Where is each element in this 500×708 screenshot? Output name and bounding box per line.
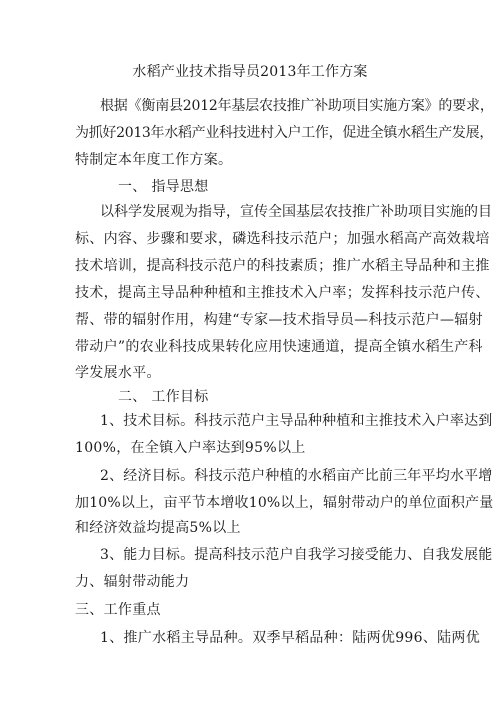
goal-economic-line-1: 2、经济目标。科技示范户种植的水稻亩产比前三年平均水平增 xyxy=(100,468,493,484)
paragraph-line: 带动户”的农业科技成果转化应用快速通道，提高全镇水稻生产科 xyxy=(75,339,483,355)
paragraph-line: 学发展水平。 xyxy=(75,365,161,381)
paragraph-line: 帮、带的辐射作用，构建“专家—技术指导员—科技示范户—辐射 xyxy=(75,312,483,328)
paragraph-line: 技术，提高主导品种种植和主推技术入户率；发挥科技示范户传、 xyxy=(75,285,490,301)
paragraph-line: 标、内容、步骤和要求，磷选科技示范户；加强水稻高产高效栽培 xyxy=(75,231,490,247)
goal-capacity-line-2: 力、辐射带动能力 xyxy=(75,574,190,590)
section-heading-work-goals: 二、 工作目标 xyxy=(118,389,209,405)
section-heading-work-focus: 三、工作重点 xyxy=(75,602,161,618)
goal-economic-line-2: 加10%以上，亩平节本增收10%以上，辐射带动户的单位面积产量 xyxy=(75,495,494,511)
section-heading-guiding-ideology: 一、 指导思想 xyxy=(118,179,209,195)
document-title: 水稻产业技术指导员2013年工作方案 xyxy=(132,64,368,80)
paragraph-line: 以科学发展观为指导，宣传全国基层农技推广补助项目实施的目 xyxy=(100,204,492,220)
paragraph-line: 技术培训，提高科技示范户的科技素质；推广水稻主导品种和主推 xyxy=(75,258,490,274)
goal-technical-line-1: 1、技术目标。科技示范户主导品种种植和主推技术入户率达到 xyxy=(100,413,493,429)
focus-item-1: 1、推广水稻主导品种。双季早稻品种：陆两优996、陆两优 xyxy=(100,630,481,646)
goal-capacity-line-1: 3、能力目标。提高科技示范户自我学习接受能力、自我发展能 xyxy=(100,547,493,563)
intro-line-3: 特制定本年度工作方案。 xyxy=(75,152,233,168)
goal-economic-line-3: 和经济效益均提高5%以上 xyxy=(75,520,241,536)
intro-line-2: 为抓好2013年水稻产业科技进村入户工作，促进全镇水稻生产发展， xyxy=(75,125,494,141)
intro-line-1: 根据《衡南县2012年基层农技推广补助项目实施方案》的要求， xyxy=(100,98,494,114)
goal-technical-line-2: 100%，在全镇入户率达到95%以上 xyxy=(75,440,306,456)
